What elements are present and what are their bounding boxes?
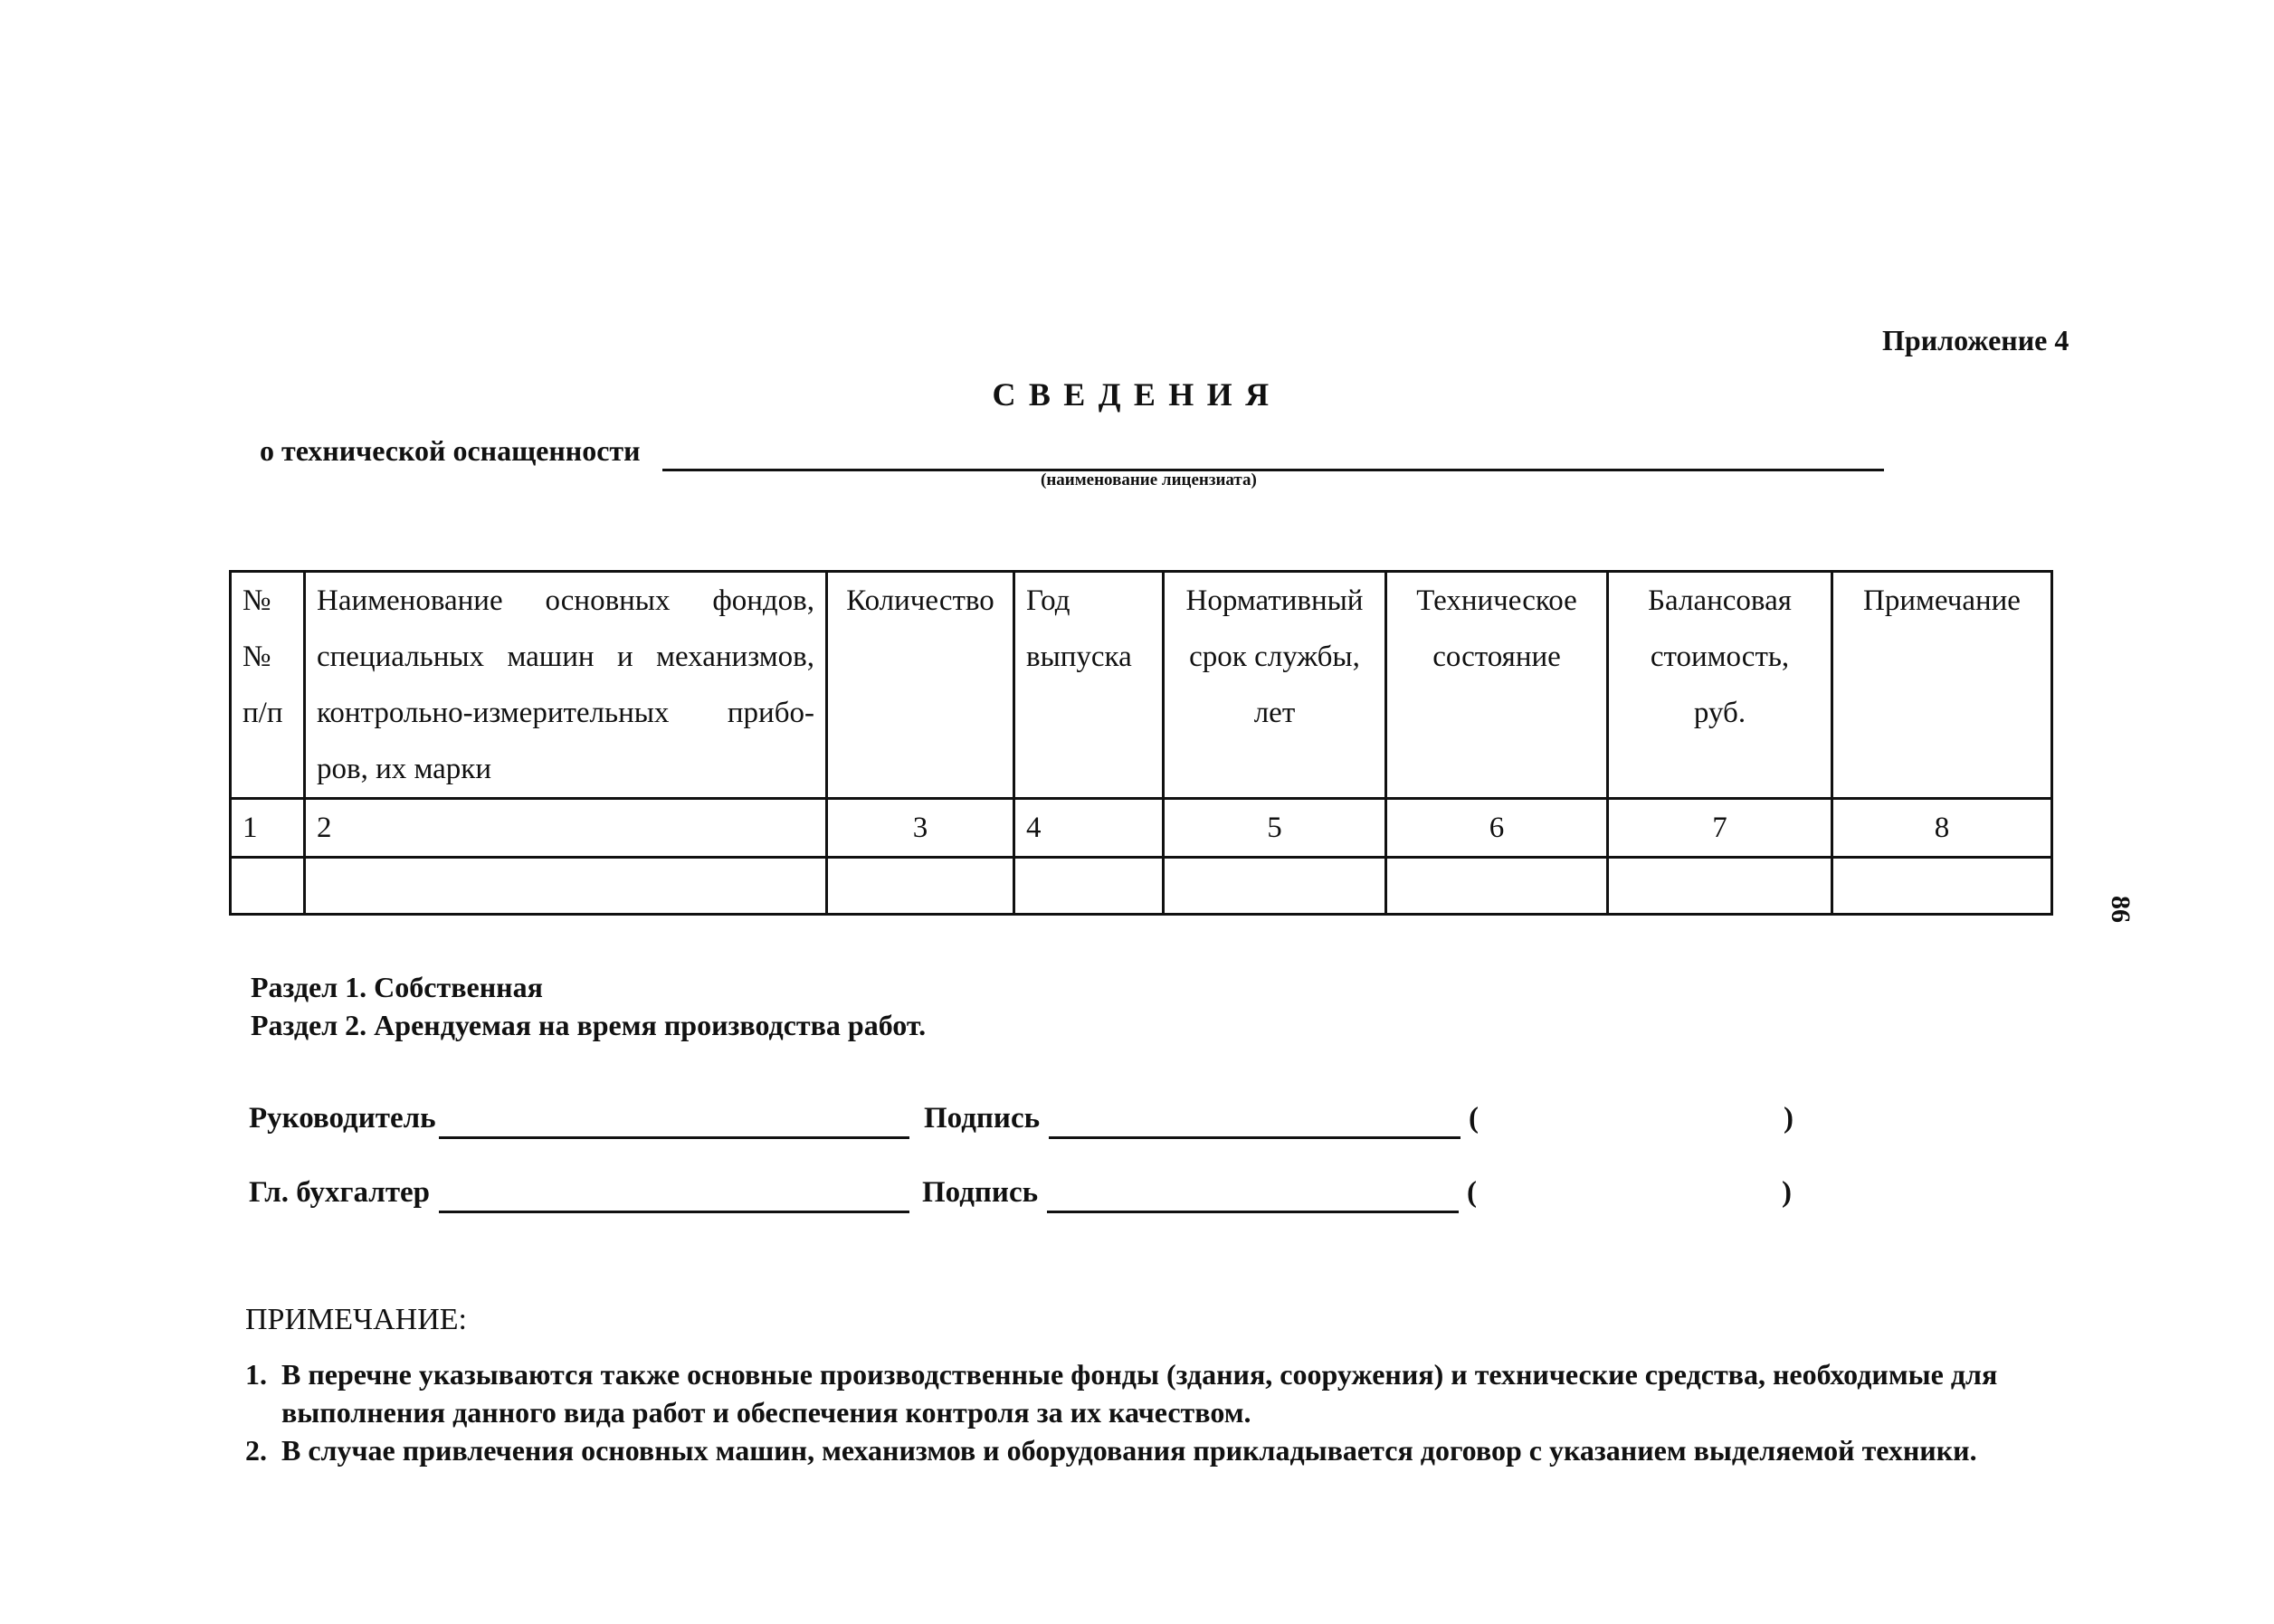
role-label: Гл. бухгалтер: [249, 1176, 431, 1209]
signature-line[interactable]: [1049, 1136, 1460, 1139]
empty-cell[interactable]: [1608, 858, 1832, 915]
empty-cell[interactable]: [231, 858, 305, 915]
role-name-line[interactable]: [439, 1136, 909, 1139]
header-cell-condition: [1386, 572, 1608, 799]
header-line: Техническое: [1416, 584, 1577, 617]
licensee-caption: (наименование лицензиата): [1041, 470, 1257, 489]
column-number: 6: [1386, 799, 1608, 858]
header-line: №: [243, 641, 271, 673]
empty-cell[interactable]: [1164, 858, 1386, 915]
note-text: В случае привлечения основных машин, механизмов и оборудования прикладывается договор с указанием выделяемой техники.: [281, 1434, 1977, 1467]
column-number: 1: [231, 799, 305, 858]
note-number: 1.: [245, 1358, 267, 1391]
open-paren: (: [1469, 1102, 1479, 1135]
header-line: контрольно-измерительных прибо-: [317, 697, 814, 729]
note-item: [245, 1431, 2055, 1469]
empty-cell[interactable]: [1832, 858, 2052, 915]
document-subtitle: о технической оснащенности: [260, 434, 641, 467]
header-line: руб.: [1693, 697, 1746, 729]
header-line: срок службы,: [1189, 641, 1360, 673]
column-number: 5: [1164, 799, 1386, 858]
header-cell-quantity: [827, 572, 1014, 799]
empty-cell[interactable]: [1014, 858, 1164, 915]
header-line: ров, их марки: [317, 753, 491, 785]
close-paren: ): [1782, 1176, 1792, 1209]
signature-line[interactable]: [1047, 1211, 1459, 1213]
header-line: Примечание: [1863, 584, 2021, 617]
header-cell-book-value: [1608, 572, 1832, 799]
header-line: Балансовая: [1648, 584, 1792, 617]
column-number: 8: [1832, 799, 2052, 858]
header-line: выпуска: [1026, 641, 1132, 673]
header-line: состояние: [1432, 641, 1561, 673]
column-number: 3: [827, 799, 1014, 858]
table-header-row: [231, 572, 2052, 799]
note-heading: ПРИМЕЧАНИЕ:: [245, 1303, 467, 1336]
appendix-label: Приложение 4: [1882, 324, 2069, 356]
note-number: 2.: [245, 1434, 267, 1467]
role-name-line[interactable]: [439, 1211, 909, 1213]
header-cell-year: [1014, 572, 1164, 799]
header-cell-service-life: [1164, 572, 1386, 799]
note-text: В перечне указываются также основные производственные фонды (здания, сооружения) и технические средства, необходимые для выполнения данного вида работ и обеспечения контроля за их качеством.: [281, 1358, 1998, 1429]
empty-cell[interactable]: [827, 858, 1014, 915]
header-line: Год: [1026, 584, 1070, 617]
header-cell-number: [231, 572, 305, 799]
section-item: Раздел 2. Арендуемая на время производства работ.: [251, 1009, 927, 1041]
note-item: [245, 1355, 2055, 1431]
header-line: п/п: [243, 697, 283, 729]
sign-label: Подпись: [922, 1176, 1039, 1209]
section-item: Раздел 1. Собственная: [251, 971, 543, 1003]
licensee-name-line: [662, 469, 1884, 471]
header-cell-note: [1832, 572, 2052, 799]
empty-cell[interactable]: [305, 858, 827, 915]
header-line: специальных машин и механизмов,: [317, 641, 814, 673]
header-line: Нормативный: [1185, 584, 1364, 617]
sections-list: [251, 968, 926, 1044]
header-cell-name: [305, 572, 827, 799]
close-paren: ): [1784, 1102, 1794, 1135]
header-line: №: [243, 584, 271, 617]
empty-cell[interactable]: [1386, 858, 1608, 915]
header-line: Наименование основных фондов,: [317, 584, 814, 617]
header-line: стоимость,: [1650, 641, 1790, 673]
page-number: 86: [2106, 896, 2136, 923]
open-paren: (: [1467, 1176, 1477, 1209]
table-empty-row: [231, 858, 2052, 915]
document-title: СВЕДЕНИЯ: [992, 376, 1282, 413]
column-number-row: [231, 799, 2052, 858]
column-number: 4: [1014, 799, 1164, 858]
sign-label: Подпись: [924, 1102, 1041, 1135]
role-label: Руководитель: [249, 1102, 436, 1135]
header-line: Количество: [846, 584, 994, 617]
header-line: лет: [1253, 697, 1296, 729]
notes-list: [245, 1355, 2055, 1469]
equipment-table: [229, 570, 2053, 916]
column-number: 7: [1608, 799, 1832, 858]
column-number: 2: [305, 799, 827, 858]
